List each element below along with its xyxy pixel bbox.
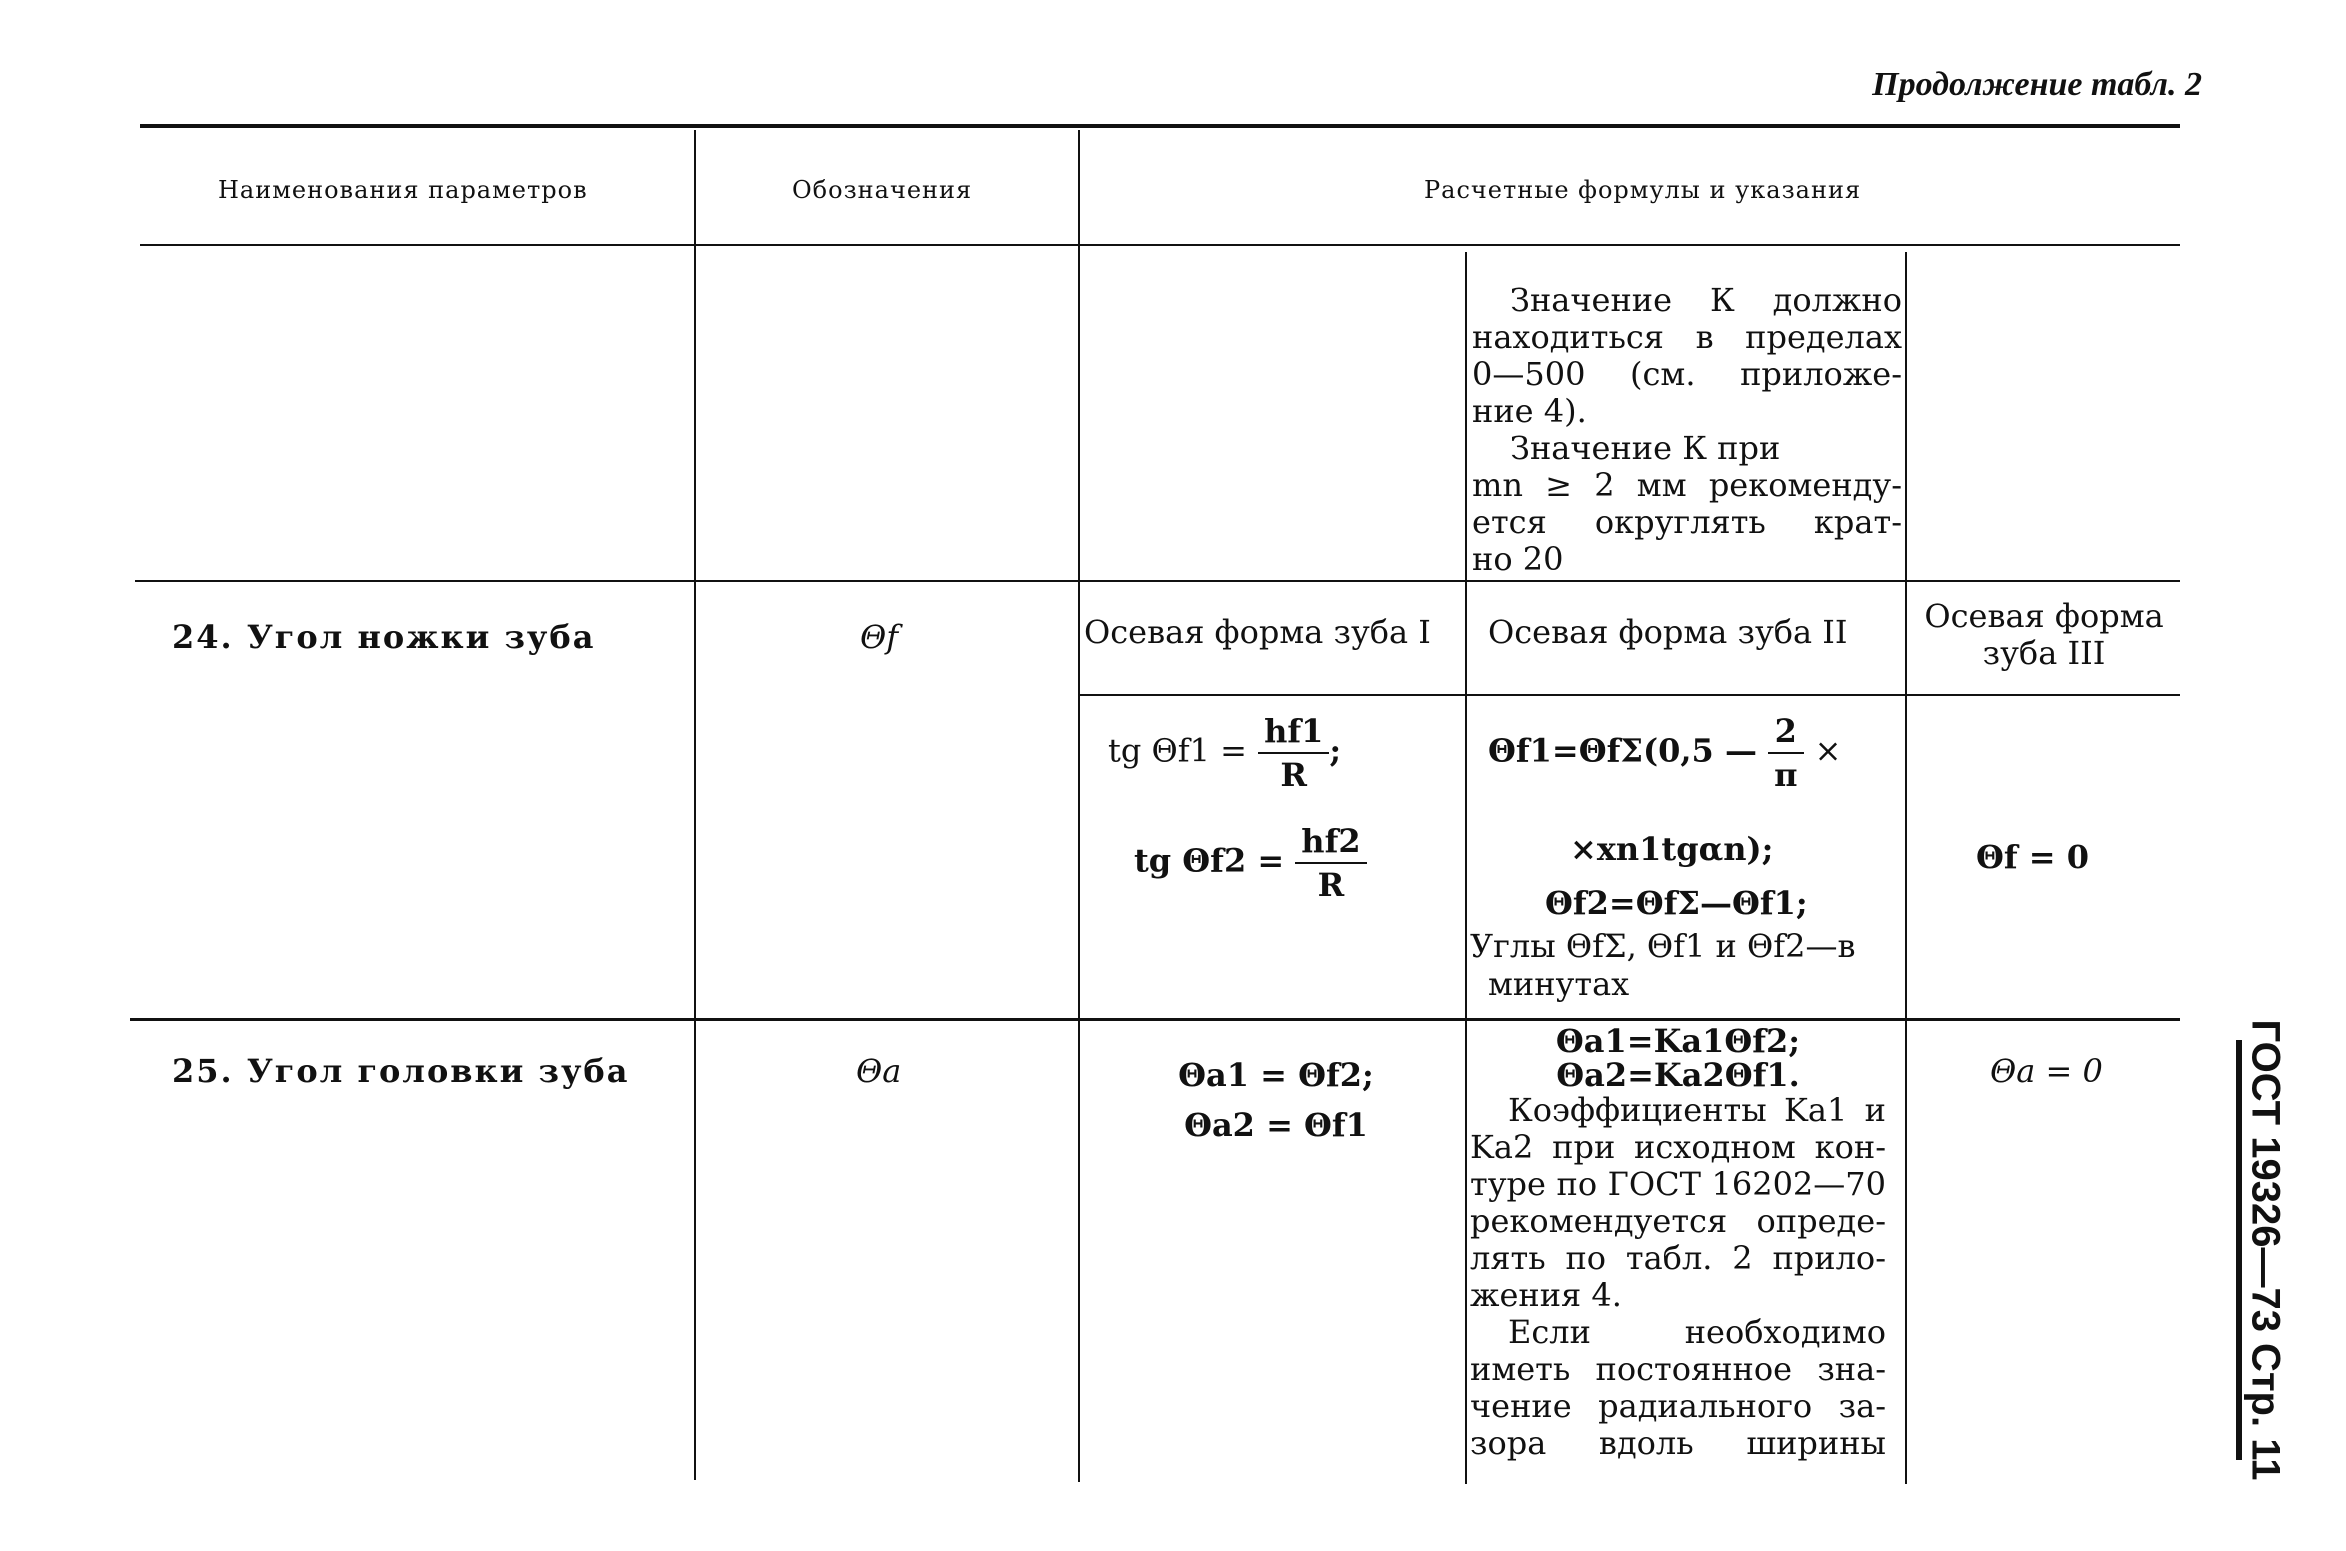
col-divider-4 [1905, 252, 1907, 1484]
row24-bottom-rule [130, 1018, 2180, 1021]
row25-form2 [1470, 1024, 1886, 1462]
row25-form1-line: Θa2 = Θf1 [1184, 1106, 1368, 1144]
row-k-note2-line: Значение К при [1510, 429, 1781, 467]
row24-form1-line1: tg Θf1 = $\frac{hf1}{R}$ ; [1108, 712, 1342, 794]
row-k-note2-line: ется округлять крат- [1472, 503, 1902, 541]
col-divider-2 [1078, 130, 1080, 1482]
row24-form1-lhs: tg Θf1 = [1108, 731, 1247, 770]
row25-form2-text-line: чение радиального за- [1470, 1387, 1886, 1425]
row24-form3-head-line: зуба III [1982, 634, 2106, 672]
row25-form2-text-line: рекомендуется опреде- [1470, 1202, 1886, 1240]
row24-symbol: Θf [860, 618, 899, 656]
row25-form2-text-line: лять по табл. 2 прило- [1470, 1239, 1886, 1277]
row-k-note1-line: 0—500 (см. приложе- [1472, 355, 1902, 393]
col-divider-1 [694, 130, 696, 1480]
row24-form2-line2: ×xn1tgαn); [1570, 830, 1774, 868]
fraction-numerator: 2 [1774, 712, 1797, 750]
row25-form2-text-line: Ka2 при исходном кон- [1470, 1128, 1886, 1166]
row25-form2-text-line: Коэффициенты Ka1 и [1508, 1091, 1886, 1129]
row24-form3-head-line: Осевая форма [1924, 597, 2164, 635]
row24-title: 24. Угол ножки зуба [172, 618, 596, 656]
row24-form2-fraction [1768, 712, 1803, 794]
row24-subheader-rule [1080, 694, 2180, 696]
row24-form3-head [1908, 598, 2180, 672]
fraction-denominator: π [1768, 752, 1803, 794]
row-k-note2-line: mn ≥ 2 мм рекоменду- [1472, 466, 1902, 504]
row24-form1-head: Осевая форма зуба I [1084, 613, 1431, 651]
fraction-numerator: hf1 [1264, 712, 1324, 750]
table-top-rule [140, 124, 2180, 128]
row25-form2-text-line: иметь постоянное зна- [1470, 1350, 1886, 1388]
side-label-rule [2236, 1040, 2242, 1460]
row-k-bottom-rule [135, 580, 2180, 582]
header-param: Наименования параметров [218, 176, 588, 204]
header-bottom-rule [140, 244, 2180, 246]
row25-form2-text-line: туре по ГОСТ 16202—70 [1470, 1165, 1886, 1203]
row24-form3-value: Θf = 0 [1976, 838, 2089, 876]
row25-form1-line: Θa1 = Θf2; [1178, 1056, 1374, 1094]
row-k-note1-line: находиться в пределах [1472, 318, 1902, 356]
row24-form1-fraction [1258, 712, 1329, 794]
row-k-note1-line: Значение К должно [1510, 281, 1902, 319]
row24-form2-line1 [1488, 712, 1841, 794]
row24-form2-head: Осевая форма зуба II [1488, 613, 1848, 651]
row25-title: 25. Угол головки зуба [172, 1052, 630, 1090]
continuation-caption: Продолжение табл. 2 [1872, 66, 2202, 103]
header-symbol: Обозначения [792, 176, 973, 204]
row-k-note1-line: ние 4). [1472, 392, 1587, 430]
row-k-note2-line: но 20 [1472, 540, 1564, 578]
row25-form3-value: Θa = 0 [1990, 1052, 2103, 1090]
row25-form1 [1090, 1050, 1462, 1150]
side-page-label-text: ГОСТ 19326—73 Стр. 11 [2243, 1019, 2288, 1481]
row25-form2-text-line: Если необходимо [1508, 1313, 1886, 1351]
row24-form1-line2 [1134, 822, 1367, 904]
row24-form2-line5: минутах [1488, 965, 1630, 1003]
row25-form2-text-line: жения 4. [1470, 1276, 1622, 1314]
fraction-denominator: R [1295, 862, 1366, 904]
row25-form2-text-line: зора вдоль ширины [1470, 1424, 1886, 1462]
row25-form2-formula: Θa2=Ka2Θf1. [1556, 1056, 1800, 1094]
row24-form2-expr: Θf1=ΘfΣ(0,5 — [1488, 731, 1757, 770]
row24-form1-lhs: tg Θf2 = [1134, 841, 1285, 880]
col-divider-3 [1465, 252, 1467, 1484]
row-k-notes [1472, 282, 1902, 578]
fraction-denominator: R [1258, 752, 1329, 794]
row24-form1-fraction [1295, 822, 1366, 904]
row24-form2-tail: × [1814, 731, 1842, 770]
row24-form2-line4: Углы ΘfΣ, Θf1 и Θf2—в [1470, 927, 1856, 965]
row24-form2-line3: Θf2=ΘfΣ—Θf1; [1545, 884, 1808, 922]
row25-symbol: Θa [856, 1052, 902, 1090]
side-page-label [2243, 1019, 2288, 1481]
row25-form2-formula: Θa1=Ka1Θf2; [1555, 1022, 1801, 1060]
header-formulas: Расчетные формулы и указания [1424, 176, 1862, 204]
fraction-numerator: hf2 [1301, 822, 1361, 860]
